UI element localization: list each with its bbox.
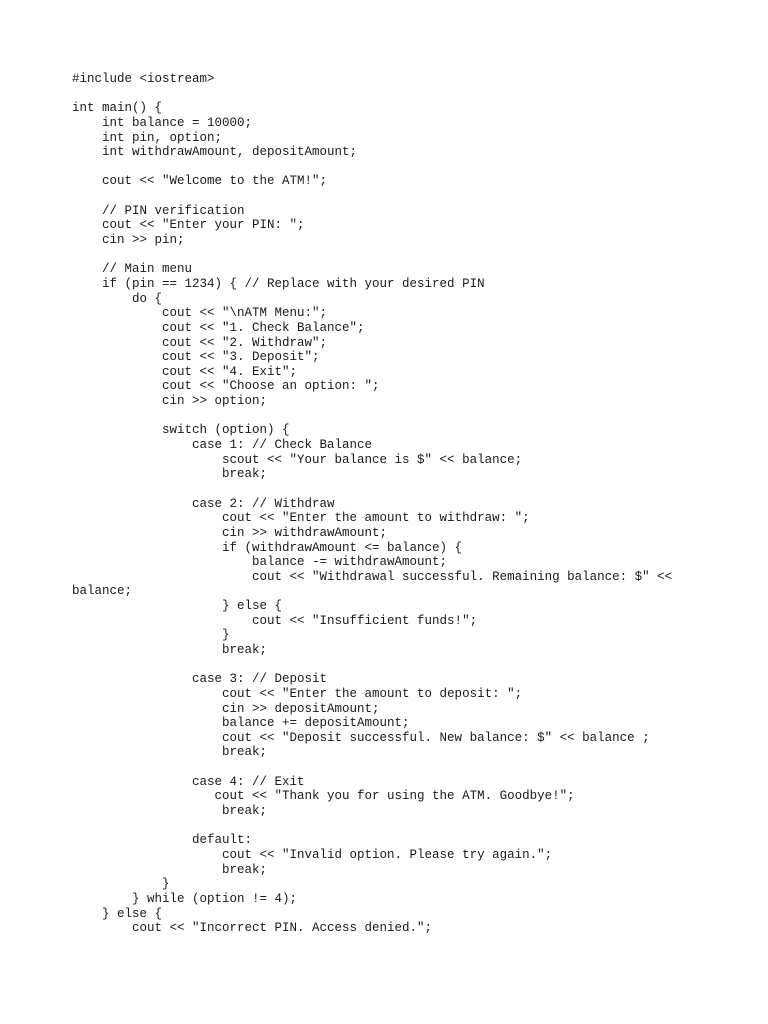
code-line: int withdrawAmount, depositAmount; [72, 145, 358, 160]
code-line: break; [72, 745, 268, 760]
code-line [72, 248, 752, 263]
code-line: cout << "Insufficient funds!"; [72, 613, 478, 628]
code-line: cout << "Deposit successful. New balance: $" << balance ; [72, 730, 650, 745]
code-line: break; [72, 804, 268, 819]
code-line: break; [72, 862, 268, 877]
code-line: cout << "Choose an option: "; [72, 379, 380, 394]
code-line [72, 189, 752, 204]
code-line: cout << "Withdrawal successful. Remaining balance: $" << [72, 569, 673, 584]
code-line: balance -= withdrawAmount; [72, 555, 448, 570]
code-line: case 1: // Check Balance [72, 438, 373, 453]
code-line: do { [72, 291, 163, 306]
code-line: case 3: // Deposit [72, 672, 328, 687]
code-line [72, 482, 752, 497]
code-line: // PIN verification [72, 203, 245, 218]
code-line: cin >> pin; [72, 233, 185, 248]
code-line: cin >> depositAmount; [72, 701, 380, 716]
code-line: // Main menu [72, 262, 193, 277]
code-line: cout << "4. Exit"; [72, 364, 298, 379]
code-line: } else { [72, 906, 163, 921]
code-line: balance += depositAmount; [72, 716, 410, 731]
code-line: default: [72, 833, 253, 848]
code-line: cout << "Thank you for using the ATM. Goodbye!"; [72, 789, 575, 804]
code-line: scout << "Your balance is $" << balance; [72, 452, 523, 467]
code-line [72, 819, 752, 834]
code-line: cin >> withdrawAmount; [72, 525, 388, 540]
code-line [72, 658, 752, 673]
code-line: switch (option) { [72, 423, 290, 438]
code-line: balance; [72, 584, 133, 599]
code-line: cout << "Enter your PIN: "; [72, 218, 305, 233]
code-line: cout << "Incorrect PIN. Access denied."; [72, 921, 433, 936]
code-line: cout << "Enter the amount to withdraw: "; [72, 511, 530, 526]
code-line: } [72, 628, 230, 643]
code-line [72, 160, 752, 175]
code-line: } [72, 877, 170, 892]
code-line: case 4: // Exit [72, 774, 305, 789]
code-line: int balance = 10000; [72, 115, 253, 130]
code-line: cout << "Enter the amount to deposit: "; [72, 686, 523, 701]
code-line [72, 409, 752, 424]
code-line: cout << "\nATM Menu:"; [72, 306, 328, 321]
code-line: int main() { [72, 101, 163, 116]
code-listing [72, 72, 752, 936]
code-line: cout << "1. Check Balance"; [72, 320, 365, 335]
code-line: break; [72, 642, 268, 657]
code-line: cout << "Welcome to the ATM!"; [72, 174, 328, 189]
code-line [72, 760, 752, 775]
code-line: cout << "3. Deposit"; [72, 350, 320, 365]
code-line: if (withdrawAmount <= balance) { [72, 540, 463, 555]
code-line: } else { [72, 599, 283, 614]
code-line [72, 87, 752, 102]
code-line: cin >> option; [72, 394, 268, 409]
code-line: cout << "2. Withdraw"; [72, 335, 328, 350]
code-line: case 2: // Withdraw [72, 496, 335, 511]
code-line: break; [72, 467, 268, 482]
code-line: cout << "Invalid option. Please try again."; [72, 847, 553, 862]
code-line: int pin, option; [72, 130, 223, 145]
code-line: } while (option != 4); [72, 891, 298, 906]
code-line: if (pin == 1234) { // Replace with your desired PIN [72, 276, 485, 291]
code-line: #include <iostream> [72, 72, 215, 86]
